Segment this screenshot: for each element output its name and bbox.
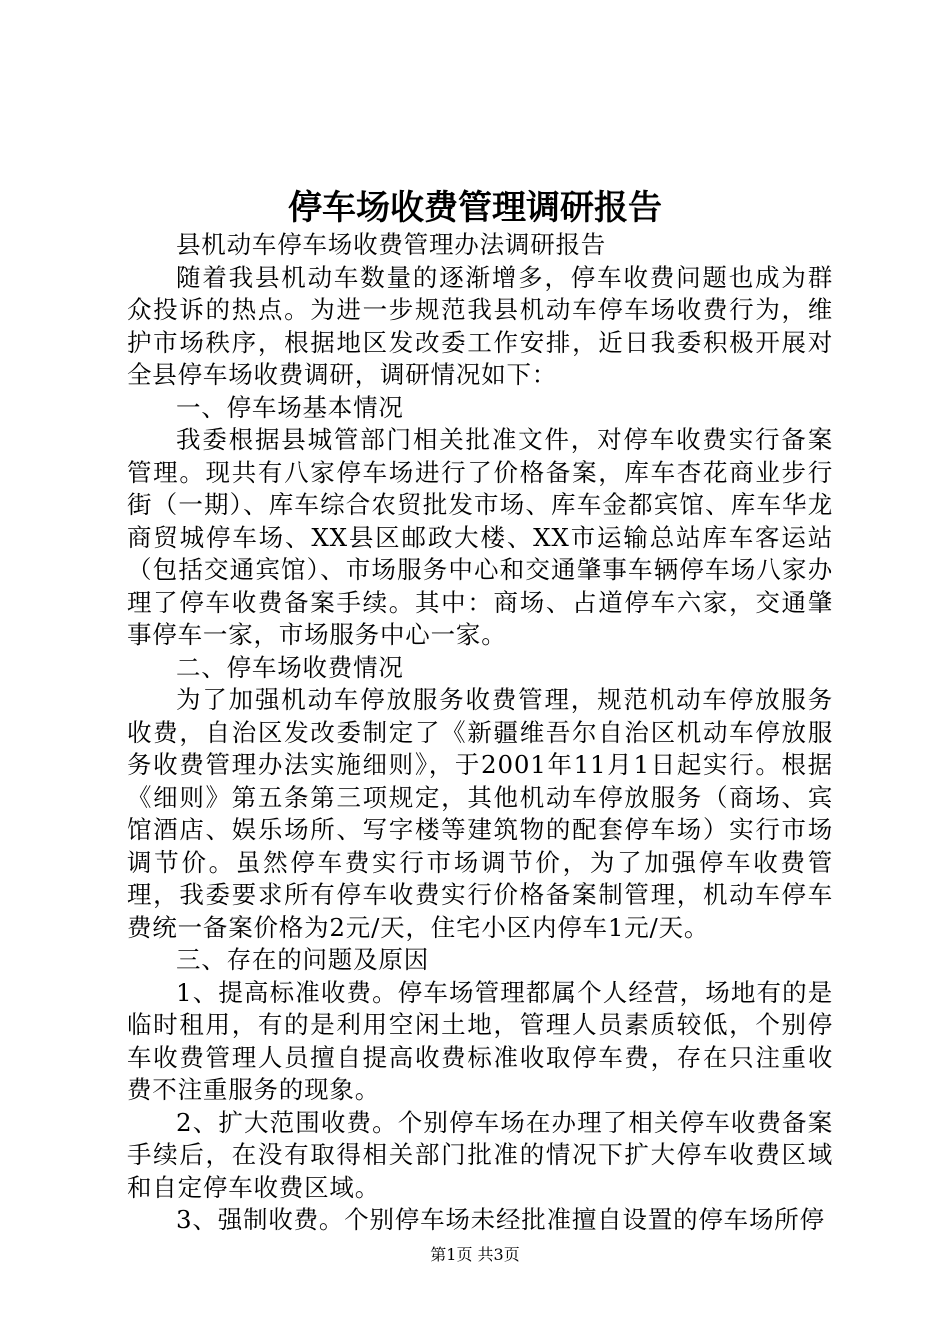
intro-paragraph: 随着我县机动车数量的逐渐增多，停车收费问题也成为群众投诉的热点。为进一步规范我县机动车停车场收费行为，维护市场秩序，根据地区发改委工作安排，近日我委积极开展对全县停车场收费调研，调研情况如下： (127, 262, 833, 389)
page-footer: 第1页 共3页 (430, 1245, 520, 1264)
section-heading-2: 二、停车场收费情况 (176, 652, 404, 682)
report-subtitle: 县机动车停车场收费管理办法调研报告 (176, 230, 607, 259)
section-1-paragraph: 我委根据县城管部门相关批准文件，对停车收费实行备案管理。现共有八家停车场进行了价格备案，库车杏花商业步行街（一期）、库车综合农贸批发市场、库车金都宾馆、库车华龙商贸城停车场、XX县区邮政大楼、XX市运输总站库车客运站（包括交通宾馆）、市场服务中心和交通肇事车辆停车场八家办理了停车收费备案手续。其中：商场、占道停车六家，交通肇事停车一家，市场服务中心一家。 (127, 425, 833, 649)
section-2-paragraph: 为了加强机动车停放服务收费管理，规范机动车停放服务收费，自治区发改委制定了《新疆维吾尔自治区机动车停放服务收费管理办法实施细则》，于2001年11月1日起实行。根据《细则》第五条第三项规定，其他机动车停放服务（商场、宾馆酒店、娱乐场所、写字楼等建筑物的配套停车场）实行市场调节价。虽然停车费实行市场调节价，为了加强停车收费管理，我委要求所有停车收费实行价格备案制管理，机动车停车费统一备案价格为2元/天，住宅小区内停车1元/天。 (127, 685, 833, 942)
issue-1-paragraph: 1、提高标准收费。停车场管理都属个人经营，场地有的是临时租用，有的是利用空闲土地，管理人员素质较低，个别停车收费管理人员擅自提高收费标准收取停车费，存在只注重收费不注重服务的现象。 (127, 977, 833, 1104)
section-heading-3: 三、存在的问题及原因 (176, 945, 429, 974)
issue-2-paragraph: 2、扩大范围收费。个别停车场在办理了相关停车收费备案手续后，在没有取得相关部门批准的情况下扩大停车收费区域和自定停车收费区域。 (127, 1107, 833, 1202)
section-heading-1: 一、停车场基本情况 (176, 392, 404, 422)
document-body (127, 229, 833, 1237)
document-title: 停车场收费管理调研报告 (288, 188, 662, 228)
issue-3-paragraph: 3、强制收费。个别停车场未经批准擅自设置的停车场所停 (176, 1205, 825, 1234)
